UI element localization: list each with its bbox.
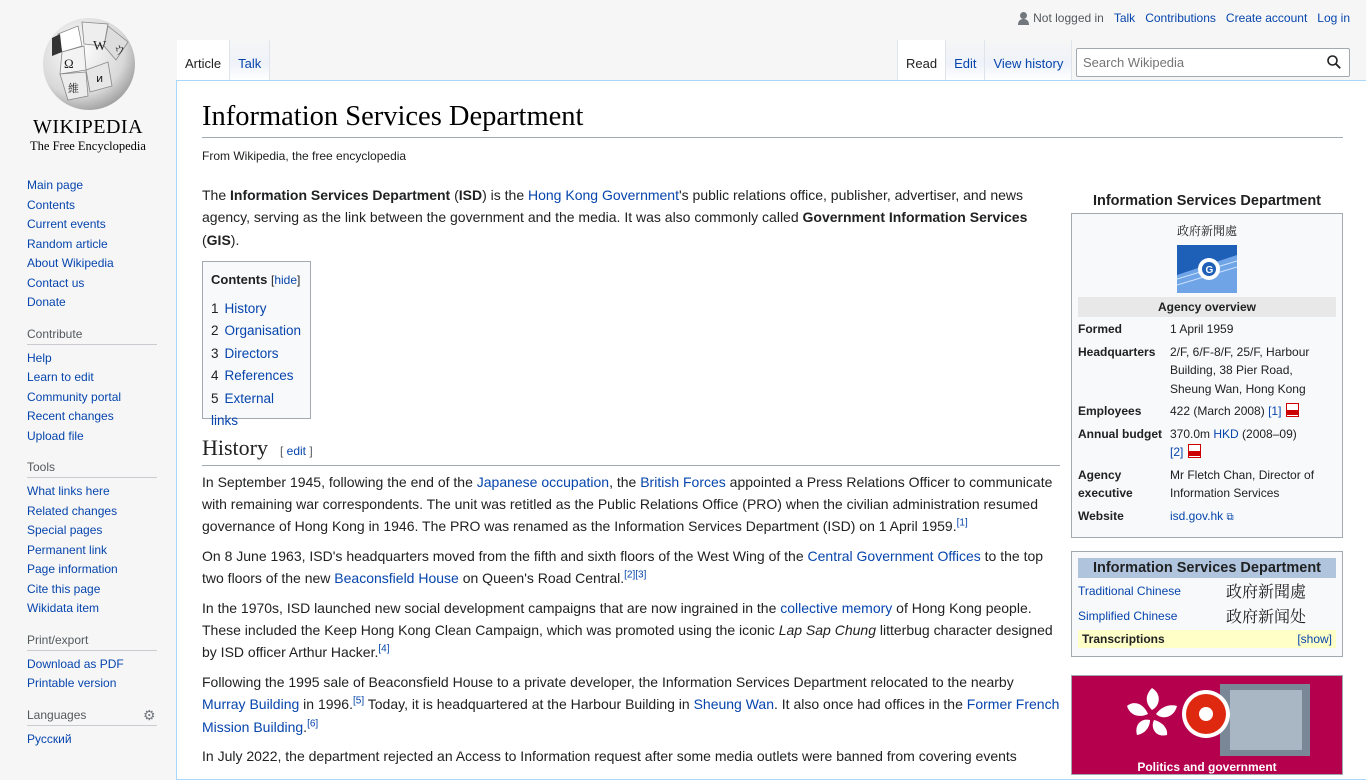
create-account-link[interactable]: Create account: [1225, 11, 1308, 25]
svg-text:и: и: [96, 72, 104, 85]
employees-label: Employees: [1078, 404, 1142, 418]
text: ) is the: [482, 187, 528, 203]
infobox-title: Information Services Department: [1092, 193, 1322, 209]
sidebar-link-donate[interactable]: Donate: [27, 295, 66, 309]
sidebar-item: [27, 599, 176, 619]
external-reference-link[interactable]: [1]: [1268, 404, 1282, 418]
external-link-icon: ⧉: [1226, 511, 1234, 523]
text: on Queen's Road Central.: [458, 570, 625, 587]
infobox-row-employees: [1078, 402, 1336, 421]
website-label: Website: [1078, 508, 1124, 523]
toc-item-number: 3: [211, 345, 219, 361]
toc-link-history[interactable]: History: [224, 300, 267, 316]
politics-portal-banner[interactable]: [1071, 675, 1343, 775]
sidebar-item: [27, 368, 176, 388]
text: to the top two floors of the new: [202, 547, 1044, 587]
text: Today, it is headquartered at the Harbour Building in: [364, 696, 694, 713]
text: , the: [609, 473, 641, 490]
sidebar-item: [27, 176, 176, 196]
tab-view-history[interactable]: [985, 40, 1072, 80]
simplified-chinese-link[interactable]: Simplified Chinese: [1078, 608, 1178, 623]
page-title: Information Services Department: [202, 101, 1343, 138]
chinese-name-box: [1071, 551, 1343, 657]
formed-label: Formed: [1078, 322, 1123, 336]
infobox-row-headquarters: [1078, 343, 1336, 399]
puzzle-globe-icon: [38, 16, 140, 112]
bold-term: GIS: [206, 231, 231, 248]
tab-edit-label[interactable]: Edit: [954, 56, 977, 71]
sidebar-item: [27, 293, 176, 313]
toc-item[interactable]: [211, 365, 302, 388]
svg-text:ウ: ウ: [114, 44, 125, 57]
sidebar-link-lang[interactable]: Русский: [27, 731, 72, 746]
traditional-chinese-value: 政府新聞處: [1226, 584, 1307, 601]
intro-paragraph: [202, 184, 1060, 251]
sidebar-link-about-wikipedia[interactable]: About Wikipedia: [27, 256, 114, 270]
bauhinia-emblem-icon: [1072, 676, 1343, 756]
toc-title-label: Contents: [211, 272, 268, 288]
sidebar-link-contents[interactable]: Contents: [27, 197, 76, 212]
reference-link[interactable]: [5]: [352, 695, 365, 707]
pdf-icon: [1188, 444, 1201, 458]
sidebar-link-cite-this-page[interactable]: Cite this page: [27, 581, 101, 596]
sidebar-item: [27, 388, 176, 408]
tab-view-history-label[interactable]: View history: [993, 56, 1064, 71]
sidebar-item: [27, 196, 176, 216]
sidebar-link-help[interactable]: Help: [27, 350, 52, 365]
toc-item-number: 2: [211, 323, 219, 339]
sidebar-link-page-information[interactable]: Page information: [27, 562, 118, 576]
tools-heading: Tools: [27, 460, 157, 478]
toc-item[interactable]: [211, 298, 302, 321]
toc-item[interactable]: [211, 320, 302, 343]
text: of Hong Kong people. These included the Keep Hong Kong Clean Campaign, which was promoted using the iconic: [202, 599, 1032, 638]
tab-read[interactable]: [897, 40, 946, 80]
sidebar-item: [27, 730, 176, 750]
murray-building-link[interactable]: Murray Building: [202, 696, 300, 713]
website-value: [1170, 507, 1336, 528]
central-government-offices-link[interactable]: Central Government Offices: [807, 547, 981, 564]
traditional-chinese-row: [1078, 578, 1336, 603]
tab-article-label: Article: [185, 56, 222, 71]
former-french-mission-building-link[interactable]: Former French Mission Building: [202, 696, 1060, 735]
history-paragraph-5: In July 2022, the department rejected an Access to Information request after some media outlets were banned from covering events: [202, 748, 1017, 764]
sidebar-item: [27, 674, 176, 694]
sidebar-item: [27, 502, 176, 522]
infobox-row-executive: [1078, 466, 1336, 503]
view-tabs: [897, 40, 1072, 80]
print-export-heading: Print/export: [27, 633, 157, 651]
personal-tools: [1018, 11, 1350, 25]
sidebar-item: [27, 407, 176, 427]
sidebar-link-current-events[interactable]: Current events: [27, 217, 106, 231]
sidebar-item: [27, 427, 176, 447]
article-body: [202, 184, 1060, 774]
japanese-occupation-link[interactable]: Japanese occupation: [476, 473, 610, 490]
hong-kong-government-link[interactable]: Hong Kong Government: [528, 187, 679, 203]
infobox-row-formed: [1078, 320, 1336, 339]
history-paragraph-2: [202, 545, 1060, 590]
toc-item-number: 1: [211, 300, 219, 316]
show-toggle[interactable]: [show]: [1297, 632, 1332, 646]
sidebar-link-main-page[interactable]: Main page: [27, 178, 84, 192]
budget-text: (2008–09): [1238, 426, 1297, 441]
talk-link[interactable]: Talk: [1113, 11, 1136, 25]
svg-text:維: 維: [68, 82, 79, 95]
executive-value: Mr Fletch Chan, Director of Information Services: [1170, 467, 1315, 500]
svg-text:Ω: Ω: [64, 56, 74, 71]
isd-logo-image[interactable]: [1177, 245, 1237, 293]
budget-label: Annual budget: [1078, 426, 1162, 441]
namespace-tabs: [177, 40, 270, 80]
sidebar-languages: [27, 708, 176, 750]
toc-item-number: 5: [211, 390, 219, 406]
external-reference-link[interactable]: [2]: [1170, 445, 1184, 459]
text: ).: [230, 231, 240, 248]
tab-talk-label[interactable]: Talk: [238, 56, 262, 71]
tab-read-label: Read: [906, 56, 938, 71]
sidebar-item: [27, 215, 176, 235]
infobox-chinese-name: 政府新聞處: [1176, 224, 1237, 238]
not-logged-in-label: Not logged in: [1033, 11, 1104, 25]
sidebar: [0, 176, 176, 763]
text: On 8 June 1963, ISD's headquarters moved from the fifth and sixth floors of the West Wing of the: [202, 547, 808, 564]
contribute-heading: Contribute: [27, 327, 157, 345]
reference-link[interactable]: [1]: [956, 517, 968, 529]
reference-link[interactable]: [4]: [378, 643, 390, 655]
toc-link-external-links[interactable]: External links: [211, 390, 275, 429]
sidebar-item: [27, 482, 176, 502]
hkd-link[interactable]: HKD: [1213, 426, 1239, 441]
tab-edit[interactable]: [946, 40, 985, 80]
budget-value: [1170, 425, 1336, 462]
sidebar-link-contact-us[interactable]: Contact us: [27, 275, 85, 290]
sidebar-item: [27, 274, 176, 294]
sidebar-item: [27, 541, 176, 561]
tab-article[interactable]: [177, 40, 230, 80]
svg-text:G: G: [1205, 265, 1214, 276]
text: In September 1945, following the end of the: [202, 473, 477, 490]
sidebar-link-upload-file[interactable]: Upload file: [27, 428, 84, 443]
gear-icon[interactable]: ⚙: [143, 706, 156, 723]
collective-memory-link[interactable]: collective memory: [780, 599, 893, 616]
sidebar-contribute: [27, 327, 176, 447]
toc-item[interactable]: [211, 343, 302, 366]
sidebar-navigation: [27, 176, 176, 313]
formed-value: 1 April 1959: [1170, 322, 1234, 336]
not-logged-in: [1018, 11, 1104, 25]
simplified-chinese-value: 政府新闻处: [1226, 609, 1307, 626]
sidebar-link-learn-to-edit[interactable]: Learn to edit: [27, 370, 94, 384]
traditional-chinese-link[interactable]: Traditional Chinese: [1078, 583, 1181, 598]
executive-label: Agency executive: [1078, 467, 1133, 500]
employees-text: 422 (March 2008): [1170, 404, 1269, 418]
history-paragraph-4: [202, 671, 1060, 738]
content-area: [176, 80, 1366, 780]
bold-term: ISD: [458, 187, 483, 203]
bold-term: Government Information Services: [802, 209, 1028, 226]
sidebar-item: [27, 580, 176, 600]
history-heading: History [ edit ]: [202, 437, 1060, 465]
bold-term: Information Services Department: [230, 187, 451, 203]
infobox-row-website: [1078, 507, 1336, 528]
toc-item[interactable]: [211, 388, 302, 429]
sidebar-link-wikidata-item[interactable]: Wikidata item: [27, 601, 100, 615]
sidebar-item: [27, 254, 176, 274]
sidebar-link-special-pages[interactable]: Special pages: [27, 523, 103, 537]
languages-heading: Languages: [27, 708, 157, 726]
pdf-icon: [1286, 403, 1299, 417]
sheung-wan-link[interactable]: Sheung Wan: [693, 696, 775, 713]
text: in 1996.: [299, 696, 353, 713]
text: litterbug character designed by ISD officer Arthur Hacker.: [202, 621, 1053, 661]
sidebar-item: [27, 560, 176, 580]
toc-title: Contents [hide]: [211, 272, 301, 288]
infobox: [1071, 193, 1343, 538]
sidebar-link-community-portal[interactable]: Community portal: [27, 389, 122, 404]
sidebar-item: [27, 521, 176, 541]
transcriptions-row: [1078, 630, 1336, 648]
infobox-row-budget: [1078, 425, 1336, 462]
wikipedia-tagline: The Free Encyclopedia: [30, 139, 146, 153]
website-link[interactable]: isd.gov.hk: [1170, 508, 1224, 523]
chinese-name-box-title: Information Services Department: [1078, 558, 1336, 578]
text: . It also once had offices in the: [774, 696, 967, 713]
text: appointed a Press Relations Officer to communicate with remaining war correspondents. The unit was retitled as the Public Relations Office (PRO) when the civilian administration resumed governance of Hong Kong in 1946. The PRO was renamed as the Information Services Department (ISD) on 1 April 1959.: [202, 473, 1053, 535]
toc-link-references[interactable]: References: [224, 368, 294, 384]
headquarters-value: 2/F, 6/F-8/F, 25/F, Harbour Building, 38 Pier Road, Sheung Wan, Hong Kong: [1170, 344, 1310, 396]
text: (: [202, 231, 207, 248]
toc-item-number: 4: [211, 368, 219, 384]
beaconsfield-house-link[interactable]: Beaconsfield House: [334, 570, 459, 587]
employees-value: [1170, 402, 1336, 421]
reference-link[interactable]: [2][3]: [624, 569, 647, 581]
toc-hide-toggle[interactable]: hide: [274, 273, 297, 288]
sidebar-item: [27, 349, 176, 369]
history-paragraph-3: [202, 597, 1060, 664]
text: The: [202, 187, 231, 203]
text: (: [450, 187, 459, 203]
sidebar-print-export: [27, 633, 176, 694]
edit-section-link[interactable]: edit: [286, 444, 307, 459]
contributions-link[interactable]: Contributions: [1145, 11, 1216, 25]
history-paragraph-1: [202, 471, 1060, 538]
infobox-body: [1071, 213, 1343, 538]
toc-link-directors[interactable]: Directors: [224, 345, 279, 361]
headquarters-label: Headquarters: [1078, 344, 1156, 359]
budget-text: 370.0m: [1170, 426, 1214, 441]
reference-link[interactable]: [6]: [307, 717, 319, 729]
sidebar-link-download-as-pdf[interactable]: Download as PDF: [27, 656, 124, 671]
text: Following the 1995 sale of Beaconsfield House to a private developer, the Information Services Department relocated to the nearby: [202, 673, 1014, 690]
italic-term: Lap Sap Chung: [778, 621, 876, 638]
svg-text:W: W: [93, 39, 107, 54]
sidebar-link-printable-version[interactable]: Printable version: [27, 676, 117, 690]
sidebar-link-recent-changes[interactable]: Recent changes: [27, 409, 114, 423]
wikipedia-wordmark: WIKIPEDIA: [32, 116, 144, 138]
sidebar-item: [27, 655, 176, 675]
sidebar-item: [27, 235, 176, 255]
simplified-chinese-row: [1078, 603, 1336, 628]
table-of-contents: [202, 261, 311, 429]
sidebar-tools: [27, 460, 176, 619]
log-in-link[interactable]: Log in: [1317, 11, 1350, 25]
transcriptions-label: Transcriptions: [1082, 632, 1165, 646]
search-icon[interactable]: [1327, 55, 1341, 69]
tab-talk[interactable]: [230, 40, 270, 80]
user-icon: [1018, 12, 1029, 25]
wikipedia-logo[interactable]: [0, 0, 176, 160]
search-box: [1076, 48, 1350, 77]
history-heading-label: History: [202, 435, 268, 461]
agency-overview-header: Agency overview: [1078, 297, 1336, 317]
british-forces-link[interactable]: British Forces: [640, 473, 726, 490]
portal-caption: Politics and government: [1137, 760, 1277, 774]
text: .: [303, 718, 308, 735]
text: In the 1970s, ISD launched new social development campaigns that are now ingrained in the: [202, 599, 781, 616]
sidebar-link-random-article[interactable]: Random article: [27, 236, 108, 251]
toc-link-organisation[interactable]: Organisation: [224, 323, 302, 339]
sidebar-link-what-links-here[interactable]: What links here: [27, 484, 110, 498]
sidebar-link-permanent-link[interactable]: Permanent link: [27, 542, 108, 557]
site-subtitle: From Wikipedia, the free encyclopedia: [202, 149, 407, 163]
search-input[interactable]: [1077, 49, 1307, 76]
sidebar-link-related-changes[interactable]: Related changes: [27, 503, 118, 518]
text: 's public relations office, publisher, advertiser, and news agency, serving as the link between the government and the media. It was also commonly called: [202, 187, 1024, 226]
